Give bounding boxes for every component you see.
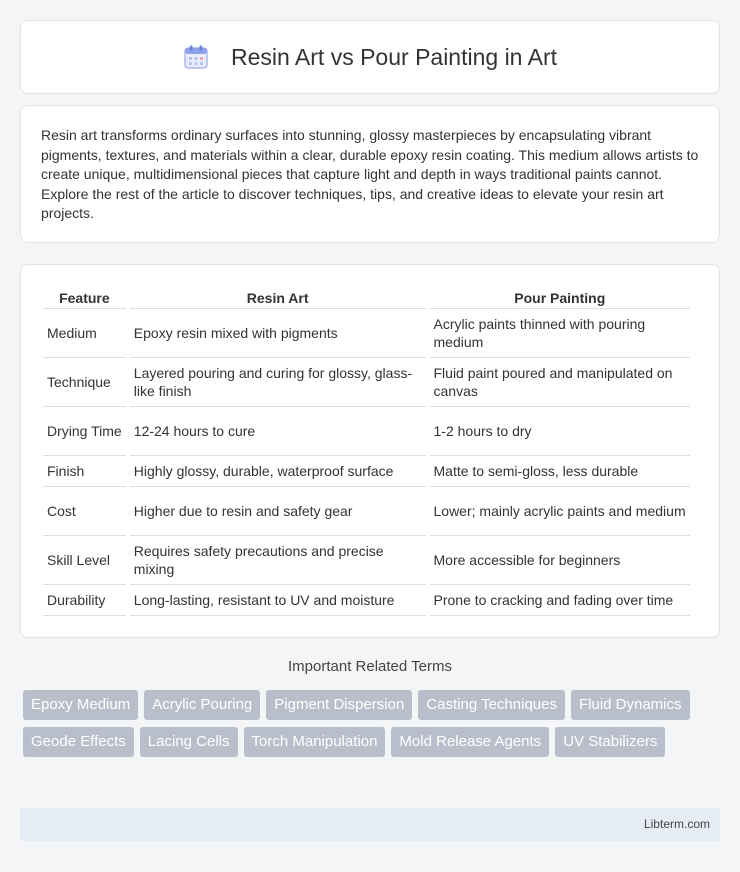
related-terms-title: Important Related Terms <box>288 658 452 675</box>
comparison-table-card <box>20 264 720 638</box>
tag-torch-manipulation[interactable]: Torch Manipulation <box>244 727 386 757</box>
table-header-row <box>43 285 690 309</box>
comparison-table <box>39 285 694 616</box>
table-row <box>43 358 690 407</box>
row-resin-art: Higher due to resin and safety gear <box>130 487 426 536</box>
footer <box>20 808 720 841</box>
tag-geode-effects[interactable]: Geode Effects <box>23 727 134 757</box>
table-row <box>43 585 690 616</box>
row-feature: Technique <box>43 358 126 407</box>
row-pour-painting: Fluid paint poured and manipulated on canvas <box>430 358 691 407</box>
row-resin-art: 12-24 hours to cure <box>130 407 426 456</box>
table-row <box>43 456 690 487</box>
tag-mold-release-agents[interactable]: Mold Release Agents <box>391 727 549 757</box>
footer-site-link[interactable]: Libterm.com <box>643 817 710 831</box>
row-resin-art: Epoxy resin mixed with pigments <box>130 309 426 358</box>
row-resin-art: Layered pouring and curing for glossy, glass-like finish <box>130 358 426 407</box>
page-title <box>183 44 557 71</box>
table-row <box>43 536 690 585</box>
header-pour-painting: Pour Painting <box>430 285 691 309</box>
row-pour-painting: Lower; mainly acrylic paints and medium <box>430 487 691 536</box>
table-row <box>43 309 690 358</box>
row-feature: Medium <box>43 309 126 358</box>
table-row <box>43 487 690 536</box>
header-resin-art: Resin Art <box>130 285 426 309</box>
row-pour-painting: Prone to cracking and fading over time <box>430 585 691 616</box>
related-terms-tags <box>23 690 723 757</box>
calendar-icon <box>183 44 209 70</box>
row-resin-art: Requires safety precautions and precise mixing <box>130 536 426 585</box>
tag-acrylic-pouring[interactable]: Acrylic Pouring <box>144 690 260 720</box>
title-card <box>20 20 720 94</box>
row-pour-painting: 1-2 hours to dry <box>430 407 691 456</box>
tag-fluid-dynamics[interactable]: Fluid Dynamics <box>571 690 690 720</box>
row-pour-painting: Matte to semi-gloss, less durable <box>430 456 691 487</box>
row-feature: Finish <box>43 456 126 487</box>
intro-card <box>20 105 720 243</box>
tag-epoxy-medium[interactable]: Epoxy Medium <box>23 690 138 720</box>
table-row <box>43 407 690 456</box>
row-resin-art: Highly glossy, durable, waterproof surface <box>130 456 426 487</box>
row-feature: Drying Time <box>43 407 126 456</box>
tag-casting-techniques[interactable]: Casting Techniques <box>418 690 565 720</box>
row-feature: Cost <box>43 487 126 536</box>
row-feature: Skill Level <box>43 536 126 585</box>
intro-text: Resin art transforms ordinary surfaces into stunning, glossy masterpieces by encapsulating vibrant pigments, textures, and materials within a clear, durable epoxy resin coating. This medium allows artists to create unique, multidimensional pieces that capture light and depth in ways traditional paints cannot. Explore the rest of the article to discover techniques, tips, and creative ideas to elevate your resin art projects. <box>41 127 699 222</box>
tag-pigment-dispersion[interactable]: Pigment Dispersion <box>266 690 412 720</box>
row-pour-painting: Acrylic paints thinned with pouring medium <box>430 309 691 358</box>
header-feature: Feature <box>43 285 126 309</box>
row-resin-art: Long-lasting, resistant to UV and moisture <box>130 585 426 616</box>
row-pour-painting: More accessible for beginners <box>430 536 691 585</box>
row-feature: Durability <box>43 585 126 616</box>
tag-uv-stabilizers[interactable]: UV Stabilizers <box>555 727 665 757</box>
page-title-text: Resin Art vs Pour Painting in Art <box>231 43 557 70</box>
tag-lacing-cells[interactable]: Lacing Cells <box>140 727 238 757</box>
